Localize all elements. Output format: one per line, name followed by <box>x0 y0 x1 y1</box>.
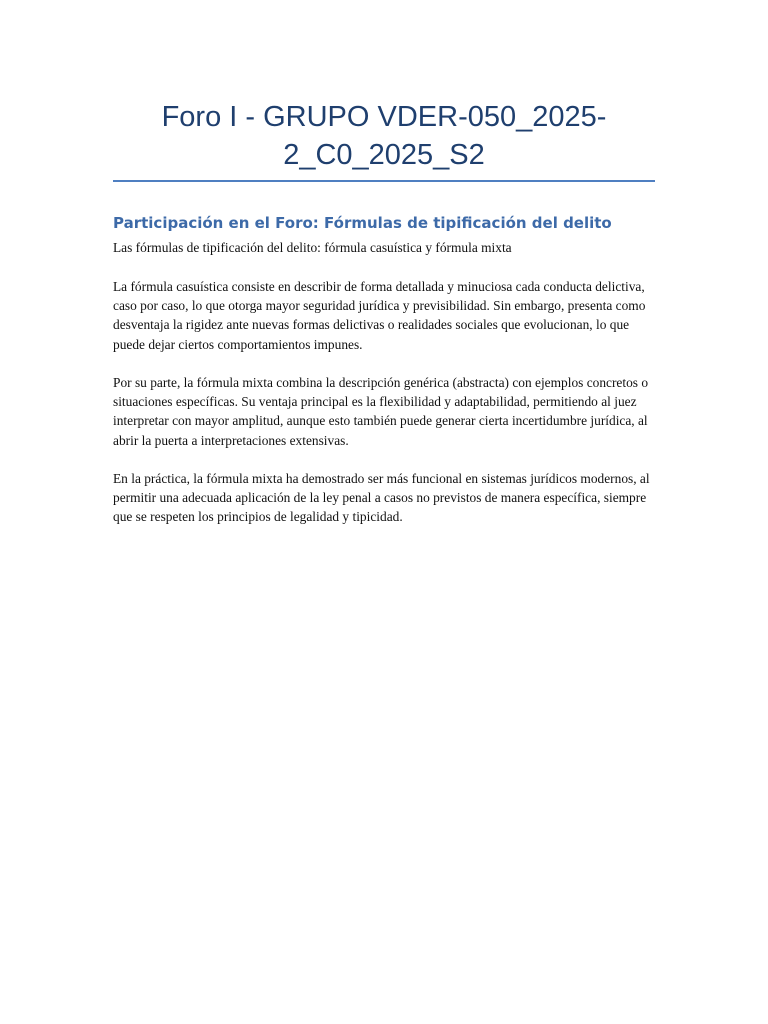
paragraph-casuistica: La fórmula casuística consiste en describir de forma detallada y minuciosa cada conducta delictiva, caso por caso, lo que otorga mayor seguridad jurídica y previsibilidad. Sin embargo, presenta como desventaja la rigidez ante nuevas formas delictivas o realidades sociales que evolucionan, lo que puede dejar ciertos comportamientos impunes. <box>113 279 646 352</box>
paragraph-practica: En la práctica, la fórmula mixta ha demostrado ser más funcional en sistemas jurídicos modernos, al permitir una adecuada aplicación de la ley penal a casos no previstos de manera específica, siempre que se respeten los principios de legalidad y tipicidad. <box>113 471 650 525</box>
section-subtitle: Las fórmulas de tipificación del delito: fórmula casuística y fórmula mixta <box>113 240 512 255</box>
title-underline <box>113 180 655 182</box>
paragraph-mixta: Por su parte, la fórmula mixta combina la descripción genérica (abstracta) con ejemplos concretos o situaciones específicas. Su ventaja principal es la flexibilidad y adaptabilidad, permitiendo al juez interpretar con mayor amplitud, aunque esto también puede generar cierta incertidumbre jurídica, al abrir la puerta a interpretaciones extensivas. <box>113 375 649 448</box>
document-title: Foro I - GRUPO VDER-050_2025-2_C0_2025_S2 <box>161 101 607 171</box>
section-heading: Participación en el Foro: Fórmulas de tipificación del delito <box>113 214 612 232</box>
